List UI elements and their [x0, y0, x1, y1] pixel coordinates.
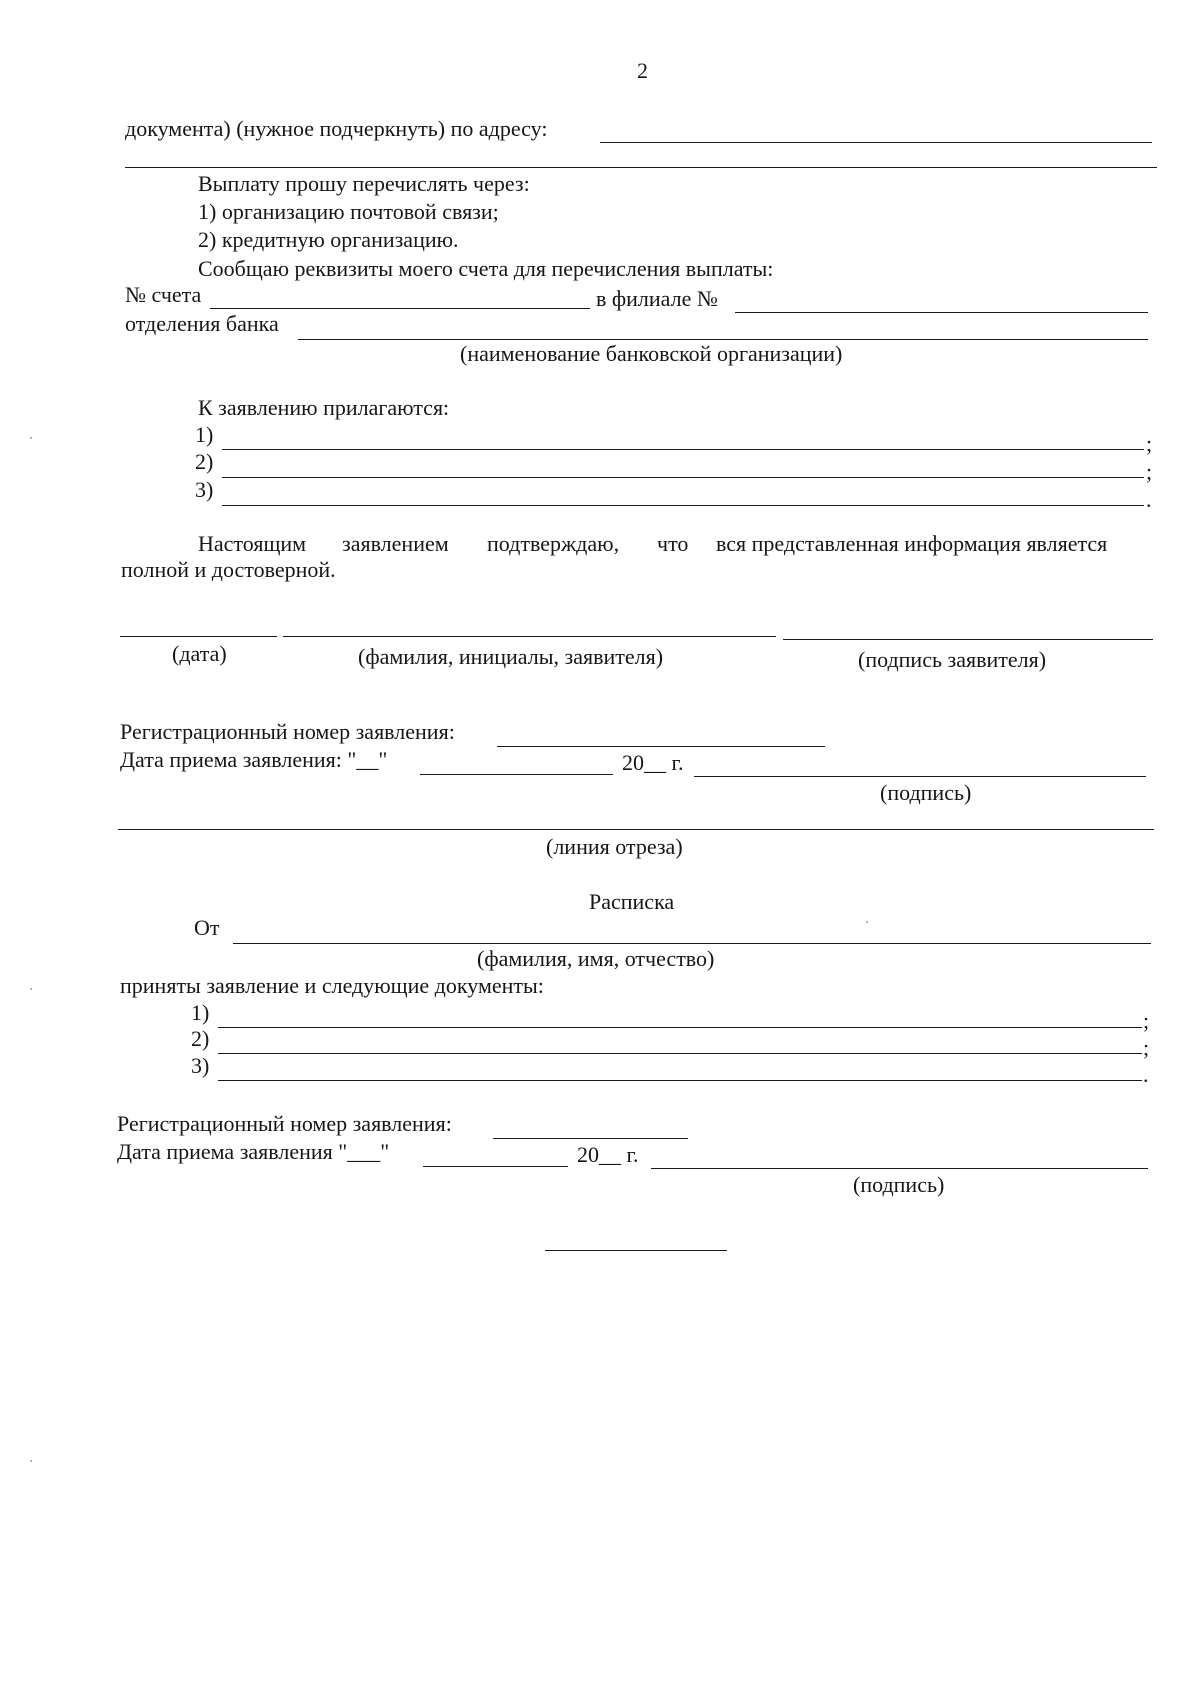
confirmation-word-4: что — [657, 531, 689, 556]
signature-date-caption: (дата) — [172, 641, 227, 666]
account-label: № счета — [125, 282, 202, 307]
receipt-item-end-3: . — [1143, 1062, 1149, 1087]
receipt-registration-signature-caption: (подпись) — [853, 1172, 945, 1197]
receipt-fio-caption: (фамилия, имя, отчество) — [477, 946, 715, 971]
bank-name-caption: (наименование банковской организации) — [460, 341, 843, 366]
receipt-item-number-2: 2) — [191, 1026, 210, 1051]
signature-date-line — [120, 636, 277, 637]
bank-branch-label: отделения банка — [125, 311, 279, 336]
account-number-line — [210, 308, 590, 309]
confirmation-word-2: заявлением — [342, 531, 449, 556]
address-line-text: документа) (нужное подчеркнуть) по адресу: — [125, 116, 548, 141]
receipt-registration-number-line — [493, 1138, 688, 1139]
receipt-item-end-2: ; — [1143, 1035, 1150, 1060]
scan-speck-left-3 — [30, 1460, 32, 1462]
receipt-from-label: От — [194, 915, 220, 940]
attachment-number-3: 3) — [195, 477, 214, 502]
receipt-registration-signature-line — [651, 1168, 1148, 1169]
signature-name-caption: (фамилия, инициалы, заявителя) — [358, 644, 664, 669]
confirmation-word-3: подтверждаю, — [487, 531, 620, 556]
receipt-item-line-3 — [218, 1080, 1142, 1081]
payment-option-bank: 2) кредитную организацию. — [198, 227, 459, 252]
receipt-registration-month-line — [423, 1166, 568, 1167]
attachment-number-1: 1) — [195, 422, 214, 447]
attachment-line-3 — [222, 505, 1144, 506]
receipt-date-label: Дата приема заявления: "__" — [120, 747, 388, 772]
cut-line — [118, 829, 1154, 830]
branch-label: в филиале № — [596, 286, 718, 311]
registration-number-line — [497, 746, 825, 747]
receipt-date-month-line — [420, 774, 613, 775]
receipt-signature-caption: (подпись) — [880, 780, 972, 805]
receipt-signature-line — [694, 776, 1146, 777]
receipt-item-end-1: ; — [1143, 1008, 1150, 1033]
signature-sign-caption: (подпись заявителя) — [858, 647, 1047, 672]
attachment-end-3: . — [1146, 487, 1152, 512]
receipt-item-number-1: 1) — [191, 1000, 210, 1025]
attachment-end-2: ; — [1146, 459, 1153, 484]
address-field-line — [600, 142, 1152, 143]
confirmation-word-1: Настоящим — [198, 531, 307, 556]
page-number: 2 — [637, 58, 648, 83]
branch-number-line — [735, 312, 1148, 313]
attachment-end-1: ; — [1146, 431, 1153, 456]
receipt-item-line-2 — [218, 1053, 1142, 1054]
receipt-date-year: 20__ г. — [622, 750, 684, 775]
confirmation-word-5: вся представленная информация является — [716, 531, 1108, 556]
receipt-registration-year: 20__ г. — [577, 1142, 639, 1167]
address-continuation-line — [125, 167, 1157, 168]
payment-intro: Выплату прошу перечислять через: — [198, 171, 530, 196]
account-intro: Сообщаю реквизиты моего счета для перечисления выплаты: — [198, 256, 774, 281]
attachment-line-1 — [222, 449, 1144, 450]
registration-number-label: Регистрационный номер заявления: — [120, 719, 455, 744]
attachment-line-2 — [222, 477, 1144, 478]
scan-speck — [866, 921, 868, 923]
signature-name-line — [283, 636, 776, 637]
receipt-item-number-3: 3) — [191, 1053, 210, 1078]
receipt-registration-date-label: Дата приема заявления "___" — [117, 1139, 390, 1164]
scan-speck-left-2 — [30, 988, 32, 990]
receipt-from-line — [233, 943, 1151, 944]
receipt-registration-number-label: Регистрационный номер заявления: — [117, 1111, 452, 1136]
end-of-document-rule — [545, 1250, 727, 1251]
receipt-accepted-text: приняты заявление и следующие документы: — [120, 973, 544, 998]
attachments-title: К заявлению прилагаются: — [198, 395, 450, 420]
confirmation-line-2: полной и достоверной. — [121, 557, 336, 582]
scan-speck-left-1 — [30, 437, 32, 439]
cut-line-caption: (линия отреза) — [546, 834, 683, 859]
bank-name-line — [298, 339, 1148, 340]
payment-option-post: 1) организацию почтовой связи; — [198, 199, 499, 224]
attachment-number-2: 2) — [195, 449, 214, 474]
receipt-item-line-1 — [218, 1027, 1142, 1028]
receipt-title: Расписка — [589, 889, 675, 914]
signature-sign-line — [783, 639, 1153, 640]
